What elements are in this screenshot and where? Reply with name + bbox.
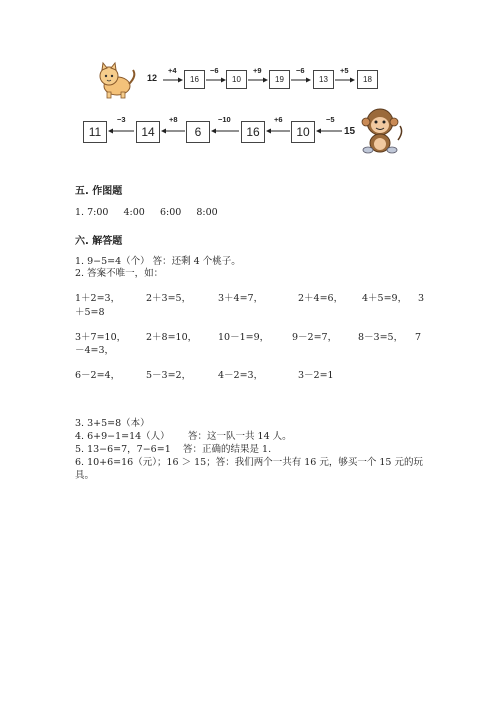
arrow-right-icon [335, 77, 355, 83]
chain-op: −3 [117, 115, 126, 124]
answer-line: 1. 9−5=4（个） 答：还剩 4 个桃子。 [75, 256, 241, 267]
answer-line: 5. 13−6=7，7−6=1 [75, 444, 171, 455]
answer-line: 4. 6+9−1=14（人） [75, 431, 170, 442]
arrow-left-icon [211, 128, 239, 134]
equation: 10－1=9， [218, 332, 270, 343]
arrow-left-icon [161, 128, 185, 134]
equation: 3＋7=10， [75, 332, 127, 343]
equation: 7 [415, 332, 422, 343]
cat-illustration [95, 62, 139, 100]
chain-op: +4 [168, 66, 177, 75]
chain-op: +5 [340, 66, 349, 75]
equation: 3＋4=7， [218, 293, 264, 304]
chain-box: 14 [136, 121, 160, 143]
chain-op: −6 [210, 66, 219, 75]
chain-start-value: 15 [344, 126, 356, 137]
answer-line: 1. 7:00 4:00 6:00 8:00 [75, 207, 218, 218]
section-title: 五. 作图题 [75, 186, 123, 197]
arrow-left-icon [108, 128, 134, 134]
chain-box: 16 [184, 70, 205, 89]
chain-box: 6 [186, 121, 210, 143]
arrow-right-icon [206, 77, 226, 83]
arrow-left-icon [266, 128, 290, 134]
chain-box: 10 [226, 70, 247, 89]
equation: 3 [418, 293, 425, 304]
equation: 2＋4=6， [298, 293, 344, 304]
answer-line: 答：这一队一共 14 人。 [188, 431, 292, 442]
chain-box: 10 [291, 121, 315, 143]
chain-op: +8 [169, 115, 178, 124]
answer-line: 2. 答案不唯一，如： [75, 268, 164, 279]
section-title: 六. 解答题 [75, 236, 123, 247]
chain-box: 19 [269, 70, 290, 89]
equation: 5－3=2， [146, 370, 192, 381]
equation: 6－2=4， [75, 370, 121, 381]
chain-box: 16 [241, 121, 265, 143]
equation: 3－2=1 [298, 370, 334, 381]
equation: －4=3， [75, 345, 115, 356]
chain-start-value: 12 [147, 73, 158, 83]
equation: 9－2=7， [292, 332, 338, 343]
answer-line: 具。 [75, 470, 95, 481]
equation: 4＋5=9， [362, 293, 408, 304]
arrow-right-icon [248, 77, 268, 83]
arrow-right-icon [291, 77, 311, 83]
answer-line: 6. 10+6=16（元）；16 ＞ 15；答：我们两个一共有 16 元，够买一个 15 元的玩 [75, 457, 423, 468]
arrow-right-icon [163, 77, 183, 83]
answer-line: 答：正确的结果是 1. [183, 444, 272, 455]
chain-box: 18 [357, 70, 378, 89]
arrow-left-icon [316, 128, 342, 134]
chain-op: −6 [296, 66, 305, 75]
equation: 8－3=5， [358, 332, 404, 343]
equation: 2＋8=10， [146, 332, 198, 343]
chain-box: 11 [83, 121, 107, 143]
chain-op: −10 [218, 115, 231, 124]
chain-op: −5 [326, 115, 335, 124]
monkey-illustration [358, 106, 404, 154]
equation: 1＋2=3， [75, 293, 121, 304]
equation: 2＋3=5， [146, 293, 192, 304]
answer-line: 3. 3+5=8（本） [75, 418, 150, 429]
equation: ＋5=8 [75, 307, 105, 318]
chain-op: +6 [274, 115, 283, 124]
chain-box: 13 [313, 70, 334, 89]
equation: 4－2=3， [218, 370, 264, 381]
chain-op: +9 [253, 66, 262, 75]
